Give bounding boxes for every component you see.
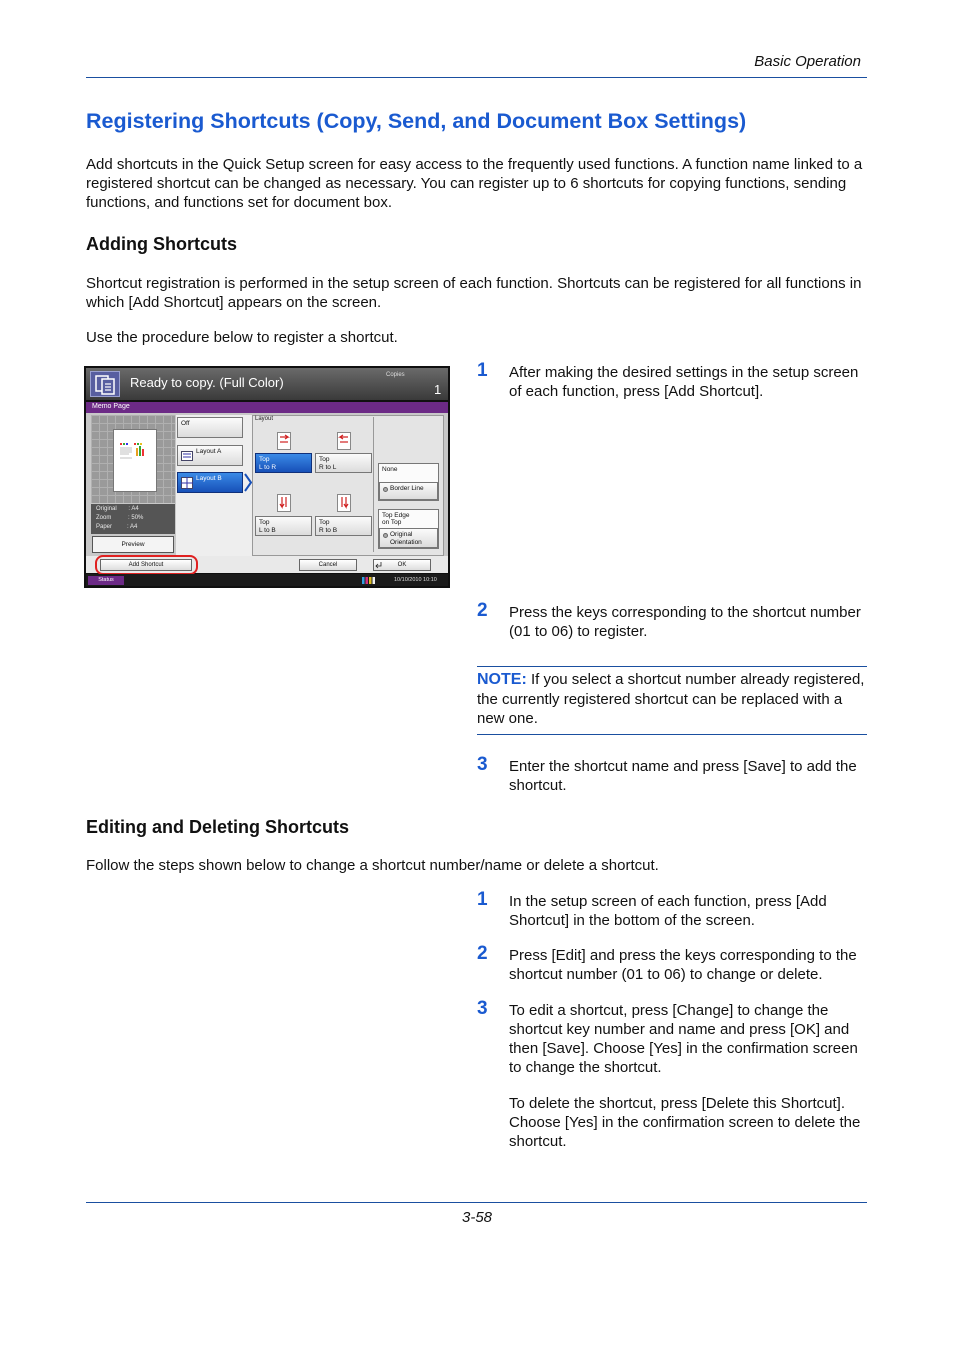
adding-step-1: 1 After making the desired settings in the setup screen of each function, press [Add Shortcut]. — [477, 360, 859, 400]
toner-level-icon — [362, 576, 376, 584]
adding-paragraph: Shortcut registration is performed in the setup screen of each function. Shortcuts can be registered for all functions in which [Add Shortcut] appears on the screen. — [86, 275, 862, 311]
layout-top-l-to-b-button[interactable]: Top L to B — [255, 516, 312, 536]
editing-step-2: 2 Press [Edit] and press the keys corresponding to the shortcut number (01 to 06) to change or delete. — [477, 943, 857, 983]
intro-paragraph: Add shortcuts in the Quick Setup screen for easy access to the frequently used functions. A function name linked to a registered shortcut can be changed as necessary. You can register up to 6 shortcuts for copying functions, sending functions, and functions set for document box. — [86, 156, 863, 211]
top-l-to-r-icon — [277, 432, 291, 450]
editing-shortcuts-heading: Editing and Deleting Shortcuts — [86, 817, 350, 837]
procedure-intro: Use the procedure below to register a shortcut. — [86, 329, 398, 346]
editing-step-3: 3 To edit a shortcut, press [Change] to change the shortcut key number and name and press [OK] and then [Save]. Choose [Yes] in the confirmation screen to change the shortcut. — [477, 998, 858, 1076]
preview-button[interactable]: Preview — [92, 536, 174, 553]
add-shortcut-button[interactable]: Add Shortcut — [100, 559, 192, 571]
copies-value: 1 — [434, 382, 442, 397]
option-off-button[interactable]: Off — [177, 417, 243, 438]
device-status-text: Ready to copy. (Full Color) — [130, 375, 284, 390]
copies-label: Copies — [386, 372, 405, 378]
adding-shortcuts-heading: Adding Shortcuts — [86, 234, 237, 254]
ok-button[interactable]: OK — [373, 559, 431, 571]
note-text: If you select a shortcut number already registered, the currently registered shortcut can be replaced with a new one. — [477, 671, 865, 727]
layout-divider — [373, 417, 374, 552]
layout-top-r-to-l-button[interactable]: Top R to L — [315, 453, 372, 473]
device-datetime: 10/10/2010 10:10 — [394, 577, 437, 583]
enter-icon — [375, 562, 383, 569]
layout-a-icon — [181, 451, 193, 461]
add-shortcut-highlight — [95, 555, 198, 575]
option-layout-b-button[interactable]: Layout B — [177, 472, 243, 493]
radio-icon — [383, 487, 388, 492]
editing-paragraph: Follow the steps shown below to change a shortcut number/name or delete a shortcut. — [86, 857, 659, 874]
device-screen — [84, 366, 450, 588]
preview-page — [113, 429, 157, 492]
delete-instructions: To delete the shortcut, press [Delete this Shortcut]. Choose [Yes] in the confirmation screen to delete the shortcut. — [509, 1095, 861, 1150]
editing-step-1: 1 In the setup screen of each function, press [Add Shortcut] in the bottom of the screen. — [477, 889, 827, 929]
section-header: Basic Operation — [754, 53, 861, 70]
layout-top-r-to-b-button[interactable]: Top R to B — [315, 516, 372, 536]
top-l-to-b-icon — [277, 494, 291, 512]
border-line-button[interactable]: Border Line — [379, 482, 438, 500]
cancel-button[interactable]: Cancel — [299, 559, 357, 571]
adding-step-2: 2 Press the keys corresponding to the shortcut number (01 to 06) to register. — [477, 600, 861, 640]
footer-rule — [86, 1202, 867, 1203]
border-group: None — [378, 463, 439, 501]
device-top-bar — [86, 368, 448, 400]
page-number: 3-58 — [462, 1209, 493, 1226]
adding-step-3: 3 Enter the shortcut name and press [Save] to add the shortcut. — [477, 754, 857, 794]
status-tab[interactable]: Status — [88, 576, 124, 585]
layout-label: Layout — [255, 416, 274, 422]
header-rule — [86, 77, 867, 78]
copy-icon — [90, 371, 120, 397]
layout-b-icon — [181, 477, 193, 489]
top-r-to-l-icon — [337, 432, 351, 450]
note-label: NOTE: — [477, 671, 527, 688]
note-box — [477, 666, 867, 735]
layout-top-l-to-r-button[interactable]: Top L to R — [255, 453, 312, 473]
original-orientation-button[interactable]: Original Orientation — [379, 528, 438, 548]
preview-info: Original : A4 Zoom : 50% Paper : A4 — [91, 504, 175, 534]
page-title: Registering Shortcuts (Copy, Send, and Document Box Settings) — [86, 109, 747, 133]
radio-icon — [383, 533, 388, 538]
option-layout-a-button[interactable]: Layout A — [177, 445, 243, 466]
orientation-group: Top Edge on Top — [378, 509, 439, 549]
memo-page-tab: Memo Page — [86, 402, 448, 413]
top-r-to-b-icon — [337, 494, 351, 512]
